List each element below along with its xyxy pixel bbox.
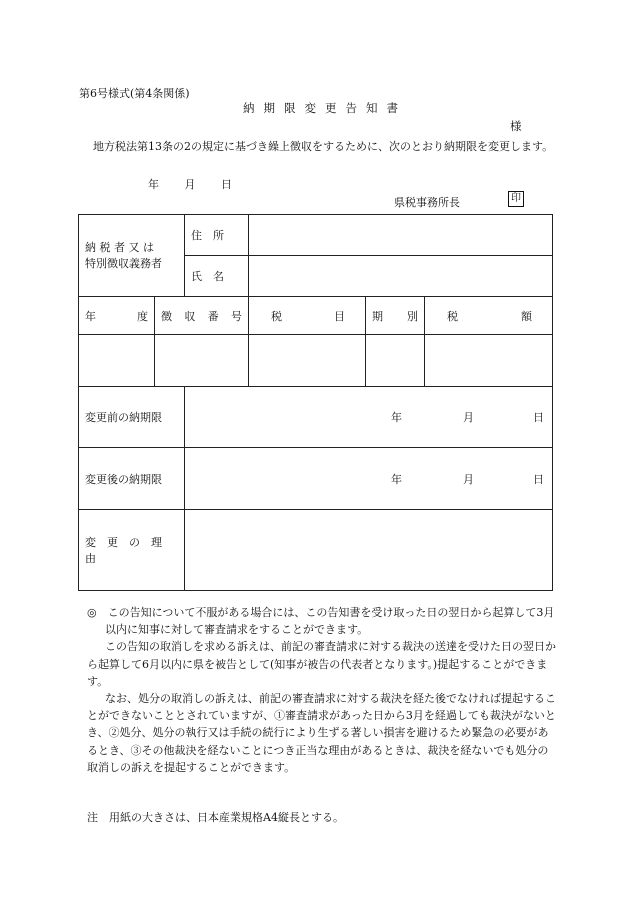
col-year-char2: 度 (137, 309, 148, 323)
after-month: 月 (463, 472, 475, 486)
issue-date (148, 176, 232, 192)
address-label: 住 所 (185, 215, 249, 256)
note-1-text: この告知について不服がある場合には、この告知書を受け取った日の翌日から起算して3月以内に知事に対して審査請求をすることができます。 (105, 606, 555, 637)
note-3: なお、処分の取消しの訴えは、前記の審査請求に対する裁決を経た後でなければ提起することができないこととされていますが、①審査請求があった日から3月を経過しても裁決がないとき、②処分、処分の執行又は手続の続行により生ずる著しい損害を避けるため緊急の必要があるとき、③その他裁決を経ないことにつき正当な理由があるときは、裁決を経ないでも処分の取消しの訴えを提起することができます。 (87, 692, 556, 774)
after-year: 年 (391, 472, 403, 486)
before-deadline-field[interactable] (185, 387, 553, 448)
address-field[interactable] (249, 215, 553, 256)
appeal-notes (87, 604, 557, 776)
taxpayer-label-line2: 特別徴収義務者 (85, 256, 162, 270)
period-field[interactable] (366, 335, 425, 387)
notice-table (78, 214, 553, 591)
note-mark: ◎ (87, 606, 97, 619)
intro-text: 地方税法第13条の2の規定に基づき繰上徴収をするために、次のとおり納期限を変更します。 (93, 140, 554, 153)
name-field[interactable] (249, 256, 553, 297)
taxpayer-label-line1: 納 税 者 又 は (85, 240, 154, 254)
col-amount-char1: 税 (447, 309, 458, 323)
taxpayer-label (79, 215, 185, 297)
addressee-honorific: 様 (510, 119, 522, 133)
number-field[interactable] (155, 335, 249, 387)
before-year: 年 (391, 411, 403, 424)
before-month: 月 (463, 411, 475, 424)
col-type-header (366, 297, 425, 335)
paper-size-footnote: 注 用紙の大きさは、日本産業規格A4縦長とする。 (87, 811, 344, 824)
reason-label: 変 更 の 理 由 (79, 510, 185, 591)
form-number: 第6号様式(第4条関係) (79, 87, 190, 100)
tax-item-field[interactable] (249, 335, 366, 387)
col-item-header (249, 297, 366, 335)
col-year-char1: 年 (85, 309, 96, 323)
after-deadline-label: 変更後の納期限 (79, 448, 185, 510)
date-year: 年 (148, 178, 159, 191)
after-deadline-field[interactable] (185, 448, 553, 510)
col-item-char1: 税 (271, 309, 282, 323)
name-label: 氏 名 (185, 256, 249, 297)
issuer-title: 県税事務所長 (394, 196, 460, 209)
amount-field[interactable] (425, 335, 553, 387)
col-item-char2: 目 (334, 309, 345, 323)
col-number-char1: 徴 (161, 309, 172, 323)
col-number-header (155, 297, 249, 335)
date-day: 日 (221, 178, 232, 191)
after-day: 日 (533, 472, 545, 486)
col-number-char4: 号 (230, 309, 242, 323)
seal-mark: 印 (508, 191, 524, 207)
before-deadline-label: 変更前の納期限 (79, 387, 185, 448)
col-type-char1: 期 (372, 309, 383, 323)
note-1 (87, 604, 557, 638)
note-2: この告知の取消しを求める訴えは、前記の審査請求に対する裁決の送達を受けた日の翌日から起算して6月以内に県を被告として(知事が被告の代表者となります。)提起することができます。 (87, 640, 556, 688)
before-day: 日 (533, 411, 545, 424)
document-title: 納期限変更告知書 (243, 101, 407, 115)
col-number-char3: 番 (207, 309, 219, 323)
col-amount-header (425, 297, 553, 335)
col-amount-char2: 額 (521, 309, 533, 323)
col-year-header (79, 297, 155, 335)
reason-field[interactable] (185, 510, 553, 591)
year-field[interactable] (79, 335, 155, 387)
col-number-char2: 収 (184, 309, 196, 323)
date-month: 月 (184, 178, 196, 191)
col-type-char2: 別 (407, 309, 418, 323)
